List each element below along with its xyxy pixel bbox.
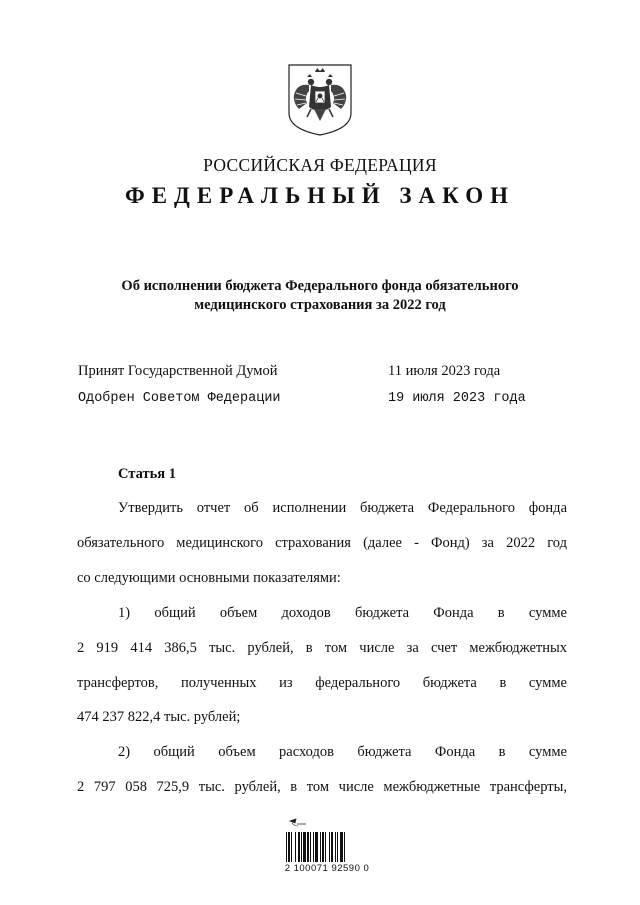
article-text-line: трансфертов, полученных из федерального бюджета в сумме <box>77 675 567 691</box>
country-name: РОССИЙСКАЯ ФЕДЕРАЦИЯ <box>203 155 437 175</box>
article-text-line: 2) общий объем расходов бюджета Фонда в сумме <box>118 744 567 760</box>
article-text-line: 474 237 822,4 тыс. рублей; <box>77 709 241 725</box>
article-text-line: обязательного медицинского страхования (далее - Фонд) за 2022 год <box>77 535 567 551</box>
law-title <box>80 277 560 315</box>
duma-adoption-date: 11 июля 2023 года <box>388 363 501 379</box>
article-text-line: 2 797 058 725,9 тыс. рублей, в том числе межбюджетные трансферты, <box>77 779 567 795</box>
coat-of-arms-emblem <box>287 63 353 137</box>
article-text-line: 2 919 414 386,5 тыс. рублей, в том числе за счет межбюджетных <box>77 640 567 656</box>
barcode-number: 2 100071 92590 0 <box>284 863 370 874</box>
barcode-bars <box>286 832 345 862</box>
article-heading: Статья 1 <box>118 466 176 482</box>
article-text-line: 1) общий объем доходов бюджета Фонда в сумме <box>118 605 567 621</box>
duma-adoption-label: Принят Государственной Думой <box>78 363 278 379</box>
barcode-logo-icon <box>290 819 306 826</box>
law-title-line: медицинского страхования за 2022 год <box>194 297 446 313</box>
article-text-line: со следующими основными показателями: <box>77 570 341 586</box>
council-approval-label: Одобрен Советом Федерации <box>78 391 281 406</box>
council-approval-date: 19 июля 2023 года <box>388 391 526 406</box>
document-type: ФЕДЕРАЛЬНЫЙ ЗАКОН <box>124 183 516 208</box>
law-title-line: Об исполнении бюджета Федерального фонда обязательного <box>121 278 519 294</box>
article-text-line: Утвердить отчет об исполнении бюджета Федерального фонда <box>118 500 567 516</box>
